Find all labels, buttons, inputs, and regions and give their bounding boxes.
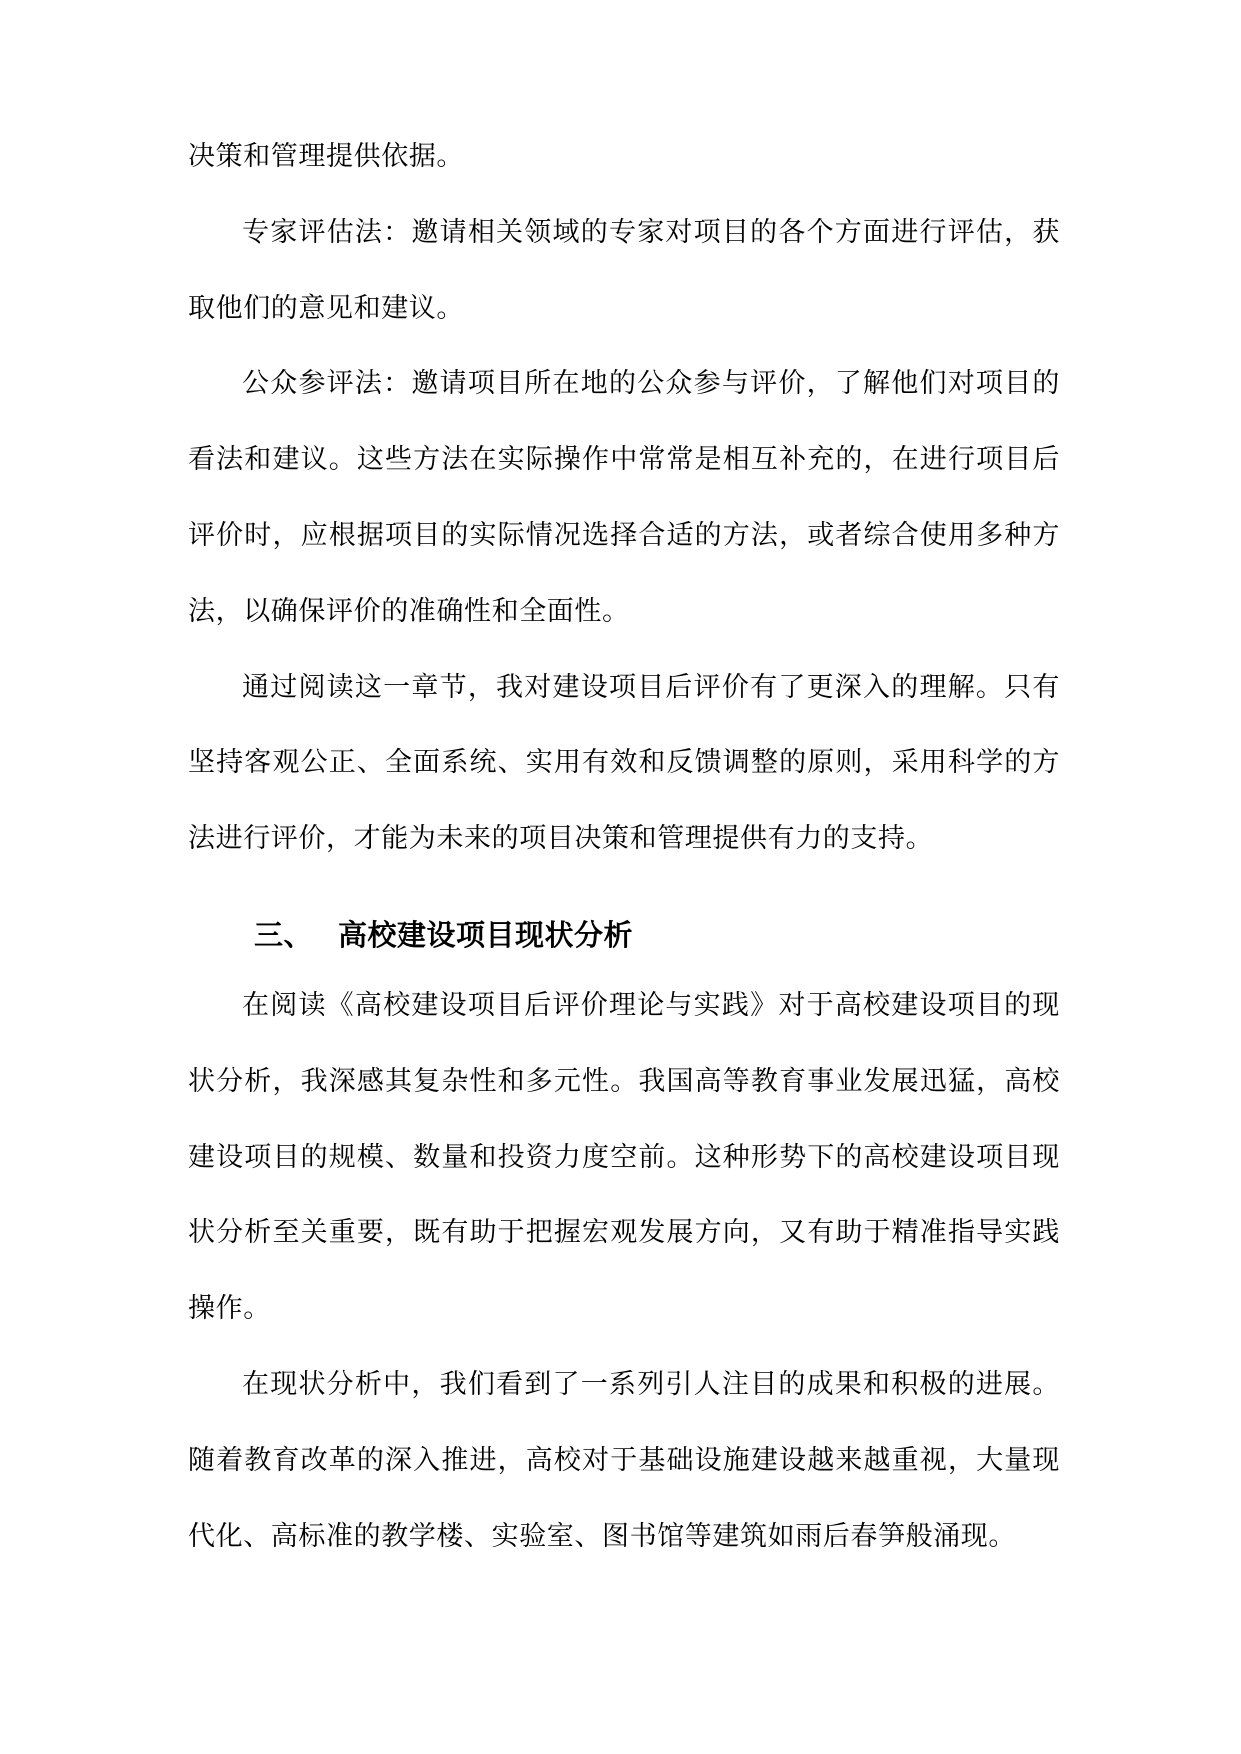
section-number: 三、 — [254, 917, 314, 952]
heading-spacer — [188, 955, 1060, 968]
paragraph-status-overview: 在阅读《高校建设项目后评价理论与实践》对于高校建设项目的现状分析，我深感其复杂性和多元性。我国高等教育事业发展迅猛，高校建设项目的规模、数量和投资力度空前。这种形势下的高校建设项目现状分析至关重要，既有助于把握宏观发展方向，又有助于精准指导实践操作。 — [188, 989, 1060, 1325]
paragraph-achievements: 在现状分析中，我们看到了一系列引人注目的成果和积极的进展。随着教育改革的深入推进，高校对于基础设施建设越来越重视，大量现代化、高标准的教学楼、实验室、图书馆等建筑如雨后春笋般涌现。 — [188, 1368, 1060, 1552]
paragraph-expert-assessment: 专家评估法：邀请相关领域的专家对项目的各个方面进行评估，获取他们的意见和建议。 — [188, 216, 1060, 324]
section-title: 高校建设项目现状分析 — [338, 917, 634, 952]
section-heading — [188, 915, 1060, 955]
paragraph-public-assessment: 公众参评法：邀请项目所在地的公众参与评价，了解他们对项目的看法和建议。这些方法在实际操作中常常是相互补充的，在进行项目后评价时，应根据项目的实际情况选择合适的方法，或者综合使用多种方法，以确保评价的准确性和全面性。 — [188, 368, 1060, 627]
top-margin — [188, 0, 1060, 119]
paragraph-chapter-summary: 通过阅读这一章节，我对建设项目后评价有了更深入的理解。只有坚持客观公正、全面系统、实用有效和反馈调整的原则，采用科学的方法进行评价，才能为未来的项目决策和管理提供有力的支持。 — [188, 671, 1060, 855]
document-page — [188, 0, 1060, 1574]
paragraph-continued: 决策和管理提供依据。 — [188, 141, 464, 172]
section-spacer — [188, 877, 1060, 915]
